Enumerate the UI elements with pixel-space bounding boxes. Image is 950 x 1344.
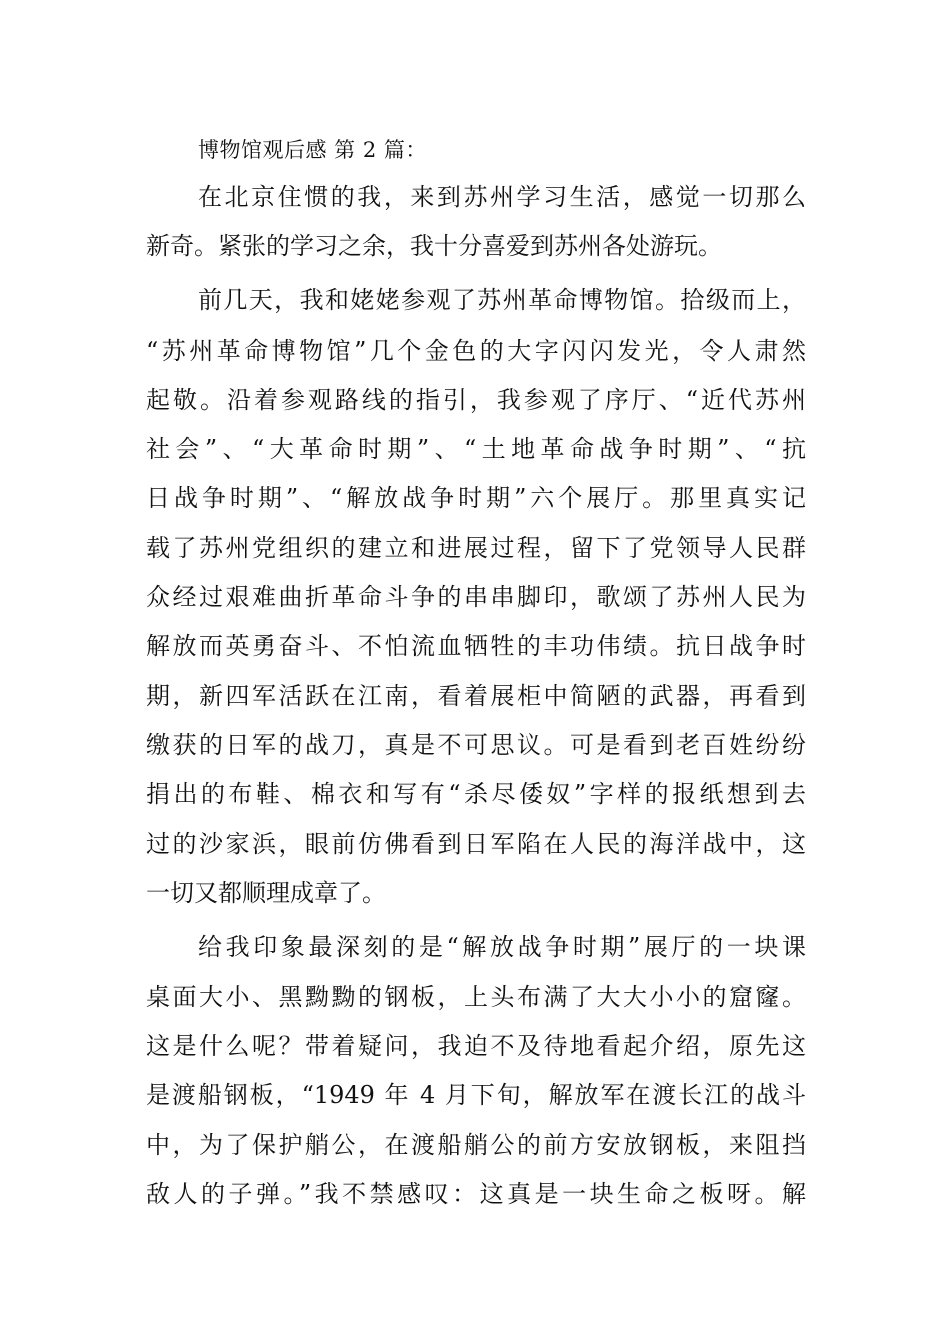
section-heading: 博物馆观后感 第 2 篇： — [198, 138, 427, 162]
text-line: 在北京住惯的我，来到苏州学习生活，感觉一切那么 — [198, 183, 806, 211]
text-line: 过的沙家浜，眼前仿佛看到日军陷在人民的海洋战中，这 — [146, 830, 806, 858]
text-line: 桌面大小、黑黝黝的钢板，上头布满了大大小小的窟窿。 — [146, 983, 806, 1011]
text-line: 日战争时期”、“解放战争时期”六个展厅。那里真实记 — [146, 484, 806, 512]
text-line: 前几天，我和姥姥参观了苏州革命博物馆。拾级而上， — [198, 286, 806, 314]
text-line: 捐出的布鞋、棉衣和写有“杀尽倭奴”字样的报纸想到去 — [146, 780, 806, 808]
text-line: 载了苏州党组织的建立和进展过程，留下了党领导人民群 — [146, 534, 806, 562]
text-line: 这是什么呢？带着疑问，我迫不及待地看起介绍，原先这 — [146, 1032, 806, 1060]
text-line: 起敬。沿着参观路线的指引，我参观了序厅、“近代苏州 — [146, 386, 806, 414]
text-line: “苏州革命博物馆”几个金色的大字闪闪发光，令人肃然 — [146, 337, 806, 365]
text-line: 中，为了保护艄公，在渡船艄公的前方安放钢板，来阻挡 — [146, 1131, 806, 1159]
text-line: 社会”、“大革命时期”、“土地革命战争时期”、“抗 — [146, 435, 806, 463]
text-line: 缴获的日军的战刀，真是不可思议。可是看到老百姓纷纷 — [146, 731, 806, 759]
text-line: 众经过艰难曲折革命斗争的串串脚印，歌颂了苏州人民为 — [146, 583, 806, 611]
text-line: 一切又都顺理成章了。 — [146, 879, 386, 907]
text-line: 期，新四军活跃在江南，看着展柜中简陋的武器，再看到 — [146, 682, 806, 710]
text-line: 解放而英勇奋斗、不怕流血牺牲的丰功伟绩。抗日战争时 — [146, 632, 806, 660]
text-line: 敌人的子弹。”我不禁感叹：这真是一块生命之板呀。解 — [146, 1180, 806, 1208]
text-line: 是渡船钢板，“1949 年 4 月下旬，解放军在渡长江的战斗 — [146, 1081, 806, 1109]
text-line: 新奇。紧张的学习之余，我十分喜爱到苏州各处游玩。 — [146, 232, 722, 260]
text-line: 给我印象最深刻的是“解放战争时期”展厅的一块课 — [198, 933, 806, 961]
